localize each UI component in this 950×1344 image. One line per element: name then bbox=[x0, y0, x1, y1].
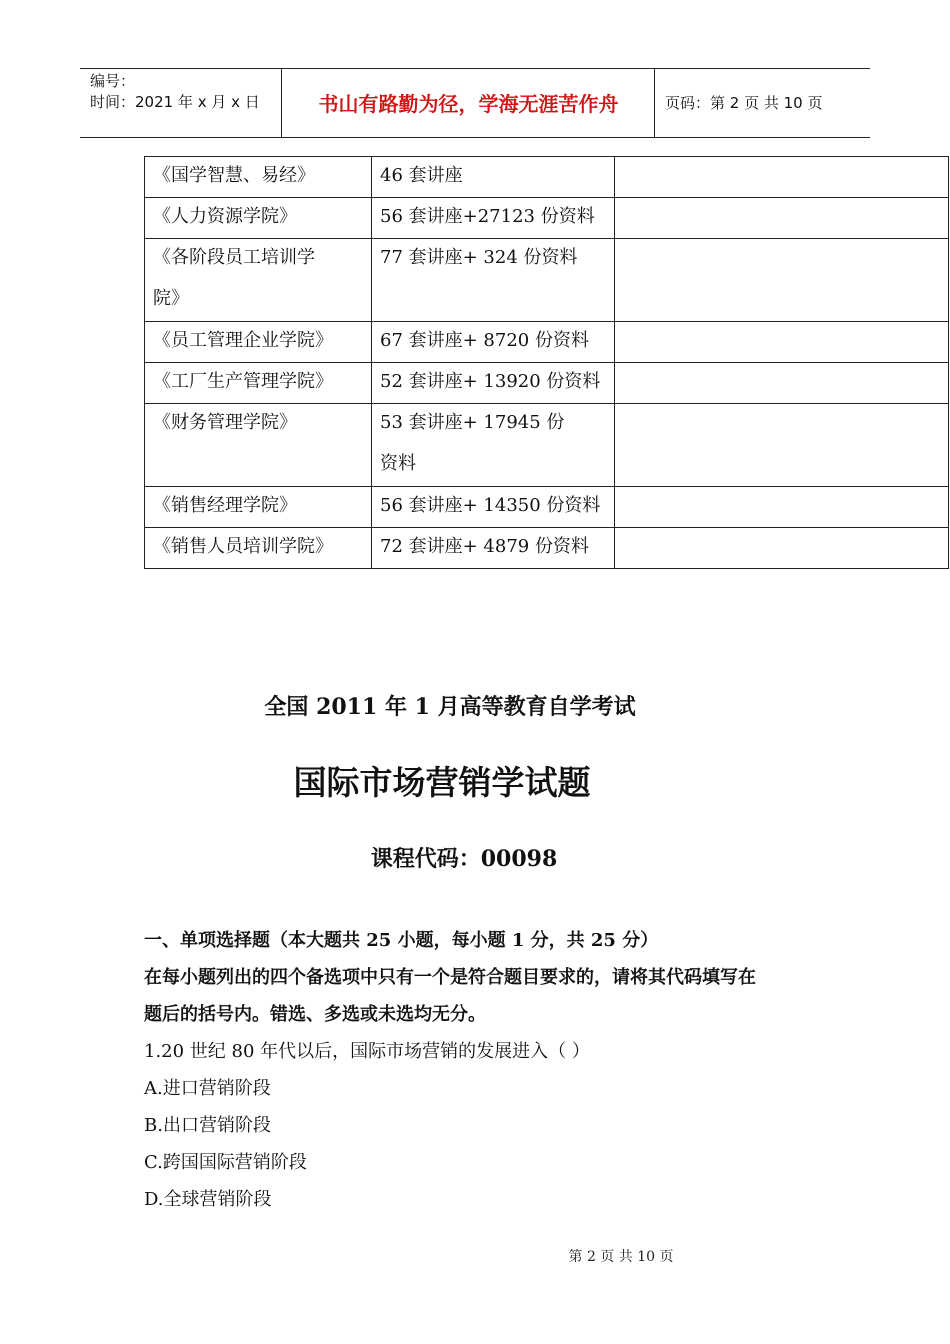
question-option: B.出口营销阶段 bbox=[144, 1115, 271, 1136]
table-row bbox=[145, 363, 949, 404]
section-instruction: 在每小题列出的四个备选项中只有一个是符合题目要求的，请将其代码填写在 bbox=[144, 967, 756, 988]
section-heading: 一、单项选择题（本大题共 25 小题，每小题 1 分，共 25 分） bbox=[144, 930, 659, 951]
number-label: 编号： bbox=[90, 72, 136, 90]
table-cell-name: 《财务管理学院》 bbox=[145, 404, 372, 487]
header-motto: 书山有路勤为径，学海无涯苦作舟 bbox=[318, 92, 619, 116]
table-cell-extra bbox=[615, 322, 949, 363]
table-cell-content: 77 套讲座+ 324 份资料 bbox=[372, 239, 615, 322]
question-option: D.全球营销阶段 bbox=[144, 1189, 272, 1210]
header-page-info: 页码：第 2 页 共 10 页 bbox=[665, 94, 823, 112]
table-row bbox=[145, 487, 949, 528]
course-code: 课程代码：00098 bbox=[370, 846, 558, 872]
table-cell-content: 56 套讲座+ 14350 份资料 bbox=[372, 487, 615, 528]
table-cell-name: 《员工管理企业学院》 bbox=[145, 322, 372, 363]
section-single-choice bbox=[144, 922, 824, 1218]
table-cell-extra bbox=[615, 404, 949, 487]
table-cell-name: 《销售人员培训学院》 bbox=[145, 528, 372, 569]
section-instruction: 题后的括号内。错选、多选或未选均无分。 bbox=[144, 1004, 486, 1025]
table-cell-name: 《国学智慧、易经》 bbox=[145, 157, 372, 198]
exam-title: 全国 2011 年 1 月高等教育自学考试 bbox=[264, 694, 636, 720]
table-cell-content: 53 套讲座+ 17945 份资料 bbox=[372, 404, 615, 487]
question-option: C.跨国国际营销阶段 bbox=[144, 1152, 307, 1173]
page-footer: 第 2 页 共 10 页 bbox=[568, 1249, 674, 1265]
header-divider bbox=[654, 69, 655, 137]
table-cell-extra bbox=[615, 198, 949, 239]
table-cell-extra bbox=[615, 487, 949, 528]
course-table bbox=[144, 156, 949, 569]
table-cell-extra bbox=[615, 363, 949, 404]
header-meta bbox=[90, 71, 260, 113]
table-cell-content: 72 套讲座+ 4879 份资料 bbox=[372, 528, 615, 569]
table-row bbox=[145, 528, 949, 569]
table-cell-name: 《人力资源学院》 bbox=[145, 198, 372, 239]
table-cell-name: 《销售经理学院》 bbox=[145, 487, 372, 528]
question-text: 1.20 世纪 80 年代以后，国际市场营销的发展进入（ ） bbox=[144, 1041, 590, 1062]
exam-subject-title: 国际市场营销学试题 bbox=[293, 763, 591, 802]
table-cell-extra bbox=[615, 239, 949, 322]
time-label: 时间：2021 年 x 月 x 日 bbox=[90, 93, 260, 111]
table-cell-content: 56 套讲座+27123 份资料 bbox=[372, 198, 615, 239]
table-row bbox=[145, 239, 949, 322]
question-option: A.进口营销阶段 bbox=[144, 1078, 271, 1099]
table-cell-content: 46 套讲座 bbox=[372, 157, 615, 198]
table-row bbox=[145, 404, 949, 487]
table-row bbox=[145, 198, 949, 239]
table-cell-extra bbox=[615, 528, 949, 569]
table-row bbox=[145, 322, 949, 363]
table-cell-content: 52 套讲座+ 13920 份资料 bbox=[372, 363, 615, 404]
table-cell-name: 《各阶段员工培训学院》 bbox=[145, 239, 372, 322]
table-row bbox=[145, 157, 949, 198]
table-cell-extra bbox=[615, 157, 949, 198]
header-divider bbox=[281, 69, 282, 137]
table-cell-name: 《工厂生产管理学院》 bbox=[145, 363, 372, 404]
table-cell-content: 67 套讲座+ 8720 份资料 bbox=[372, 322, 615, 363]
document-header bbox=[80, 68, 870, 138]
